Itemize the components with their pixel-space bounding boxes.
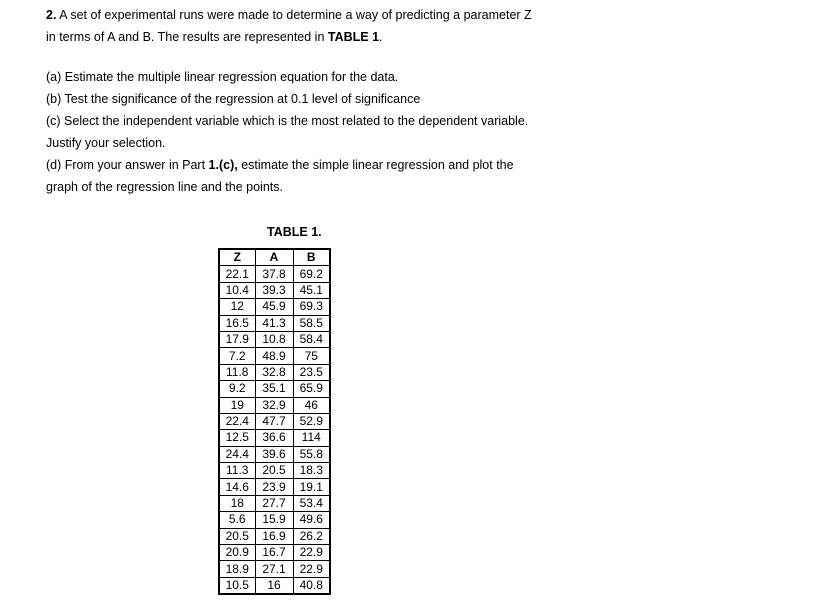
cell-z: 12: [219, 299, 255, 315]
cell-a: 32.8: [255, 364, 293, 380]
part-c-line-1: (c) Select the independent variable which is the most related to the dependent variable.: [46, 114, 529, 128]
table-row: [219, 413, 330, 429]
cell-b: 69.2: [293, 266, 330, 282]
cell-z: 9.2: [219, 381, 255, 397]
cell-a: 35.1: [255, 381, 293, 397]
table-row: [219, 446, 330, 462]
cell-a: 39.3: [255, 282, 293, 298]
cell-b: 22.9: [293, 545, 330, 561]
header-a: A: [255, 249, 293, 266]
table-caption: TABLE 1.: [267, 225, 322, 239]
part-b: (b) Test the significance of the regression at 0.1 level of significance: [46, 92, 421, 106]
table-row: [219, 299, 330, 315]
cell-z: 5.6: [219, 512, 255, 528]
cell-b: 19.1: [293, 479, 330, 495]
table-row: [219, 577, 330, 594]
cell-a: 20.5: [255, 463, 293, 479]
header-b: B: [293, 249, 330, 266]
cell-z: 11.8: [219, 364, 255, 380]
table-row: [219, 528, 330, 544]
intro-text-2-end: .: [379, 30, 383, 44]
cell-z: 17.9: [219, 331, 255, 347]
header-z: Z: [219, 249, 255, 266]
cell-b: 69.3: [293, 299, 330, 315]
cell-a: 10.8: [255, 331, 293, 347]
data-table: [218, 248, 331, 595]
cell-a: 27.7: [255, 495, 293, 511]
table-reference: TABLE 1: [327, 30, 380, 44]
intro-text-2: in terms of A and B. The results are represented in: [46, 30, 328, 44]
cell-b: 40.8: [293, 577, 330, 594]
cell-b: 26.2: [293, 528, 330, 544]
table-row: [219, 348, 330, 364]
cell-a: 37.8: [255, 266, 293, 282]
table-row: [219, 495, 330, 511]
cell-z: 19: [219, 397, 255, 413]
intro-text-1: A set of experimental runs were made to determine a way of predicting a parameter Z: [56, 8, 532, 22]
cell-b: 65.9: [293, 381, 330, 397]
intro-line-2: [46, 26, 606, 48]
table-body: [219, 266, 330, 594]
cell-a: 32.9: [255, 397, 293, 413]
intro-line-1: [46, 4, 606, 26]
part-d-reference: 1.(c),: [208, 158, 238, 172]
cell-z: 16.5: [219, 315, 255, 331]
cell-z: 11.3: [219, 463, 255, 479]
table-row: [219, 463, 330, 479]
cell-a: 41.3: [255, 315, 293, 331]
cell-z: 24.4: [219, 446, 255, 462]
cell-b: 22.9: [293, 561, 330, 577]
cell-a: 39.6: [255, 446, 293, 462]
cell-a: 27.1: [255, 561, 293, 577]
table-header-row: [219, 249, 330, 266]
cell-z: 18: [219, 495, 255, 511]
part-d-line-2: graph of the regression line and the points.: [46, 180, 283, 194]
table-row: [219, 512, 330, 528]
cell-b: 52.9: [293, 413, 330, 429]
cell-b: 18.3: [293, 463, 330, 479]
table-row: [219, 364, 330, 380]
cell-b: 75: [293, 348, 330, 364]
cell-z: 22.1: [219, 266, 255, 282]
cell-b: 114: [293, 430, 330, 446]
cell-z: 7.2: [219, 348, 255, 364]
table-row: [219, 545, 330, 561]
table-row: [219, 430, 330, 446]
cell-z: 14.6: [219, 479, 255, 495]
cell-z: 18.9: [219, 561, 255, 577]
table-row: [219, 266, 330, 282]
cell-z: 10.5: [219, 577, 255, 594]
part-d-suffix: estimate the simple linear regression and plot the: [237, 158, 514, 172]
part-c-line-2: Justify your selection.: [46, 136, 166, 150]
cell-z: 10.4: [219, 282, 255, 298]
table-row: [219, 331, 330, 347]
question-intro: [46, 4, 606, 48]
cell-a: 45.9: [255, 299, 293, 315]
cell-b: 23.5: [293, 364, 330, 380]
cell-b: 45.1: [293, 282, 330, 298]
cell-b: 58.5: [293, 315, 330, 331]
question-parts: [46, 66, 606, 198]
cell-a: 23.9: [255, 479, 293, 495]
table-row: [219, 381, 330, 397]
cell-a: 16: [255, 577, 293, 594]
cell-b: 46: [293, 397, 330, 413]
cell-z: 20.9: [219, 545, 255, 561]
cell-a: 15.9: [255, 512, 293, 528]
cell-a: 36.6: [255, 430, 293, 446]
cell-z: 12.5: [219, 430, 255, 446]
cell-z: 20.5: [219, 528, 255, 544]
table-row: [219, 479, 330, 495]
cell-z: 22.4: [219, 413, 255, 429]
question-number: 2.: [46, 8, 57, 22]
cell-b: 55.8: [293, 446, 330, 462]
cell-a: 16.7: [255, 545, 293, 561]
cell-b: 53.4: [293, 495, 330, 511]
cell-a: 48.9: [255, 348, 293, 364]
cell-a: 47.7: [255, 413, 293, 429]
part-d-prefix: (d) From your answer in Part: [46, 158, 209, 172]
table-row: [219, 282, 330, 298]
cell-b: 49.6: [293, 512, 330, 528]
cell-b: 58.4: [293, 331, 330, 347]
table-row: [219, 397, 330, 413]
part-a: (a) Estimate the multiple linear regression equation for the data.: [46, 70, 399, 84]
part-d-line-1: [46, 154, 606, 176]
cell-a: 16.9: [255, 528, 293, 544]
table-row: [219, 561, 330, 577]
table-row: [219, 315, 330, 331]
